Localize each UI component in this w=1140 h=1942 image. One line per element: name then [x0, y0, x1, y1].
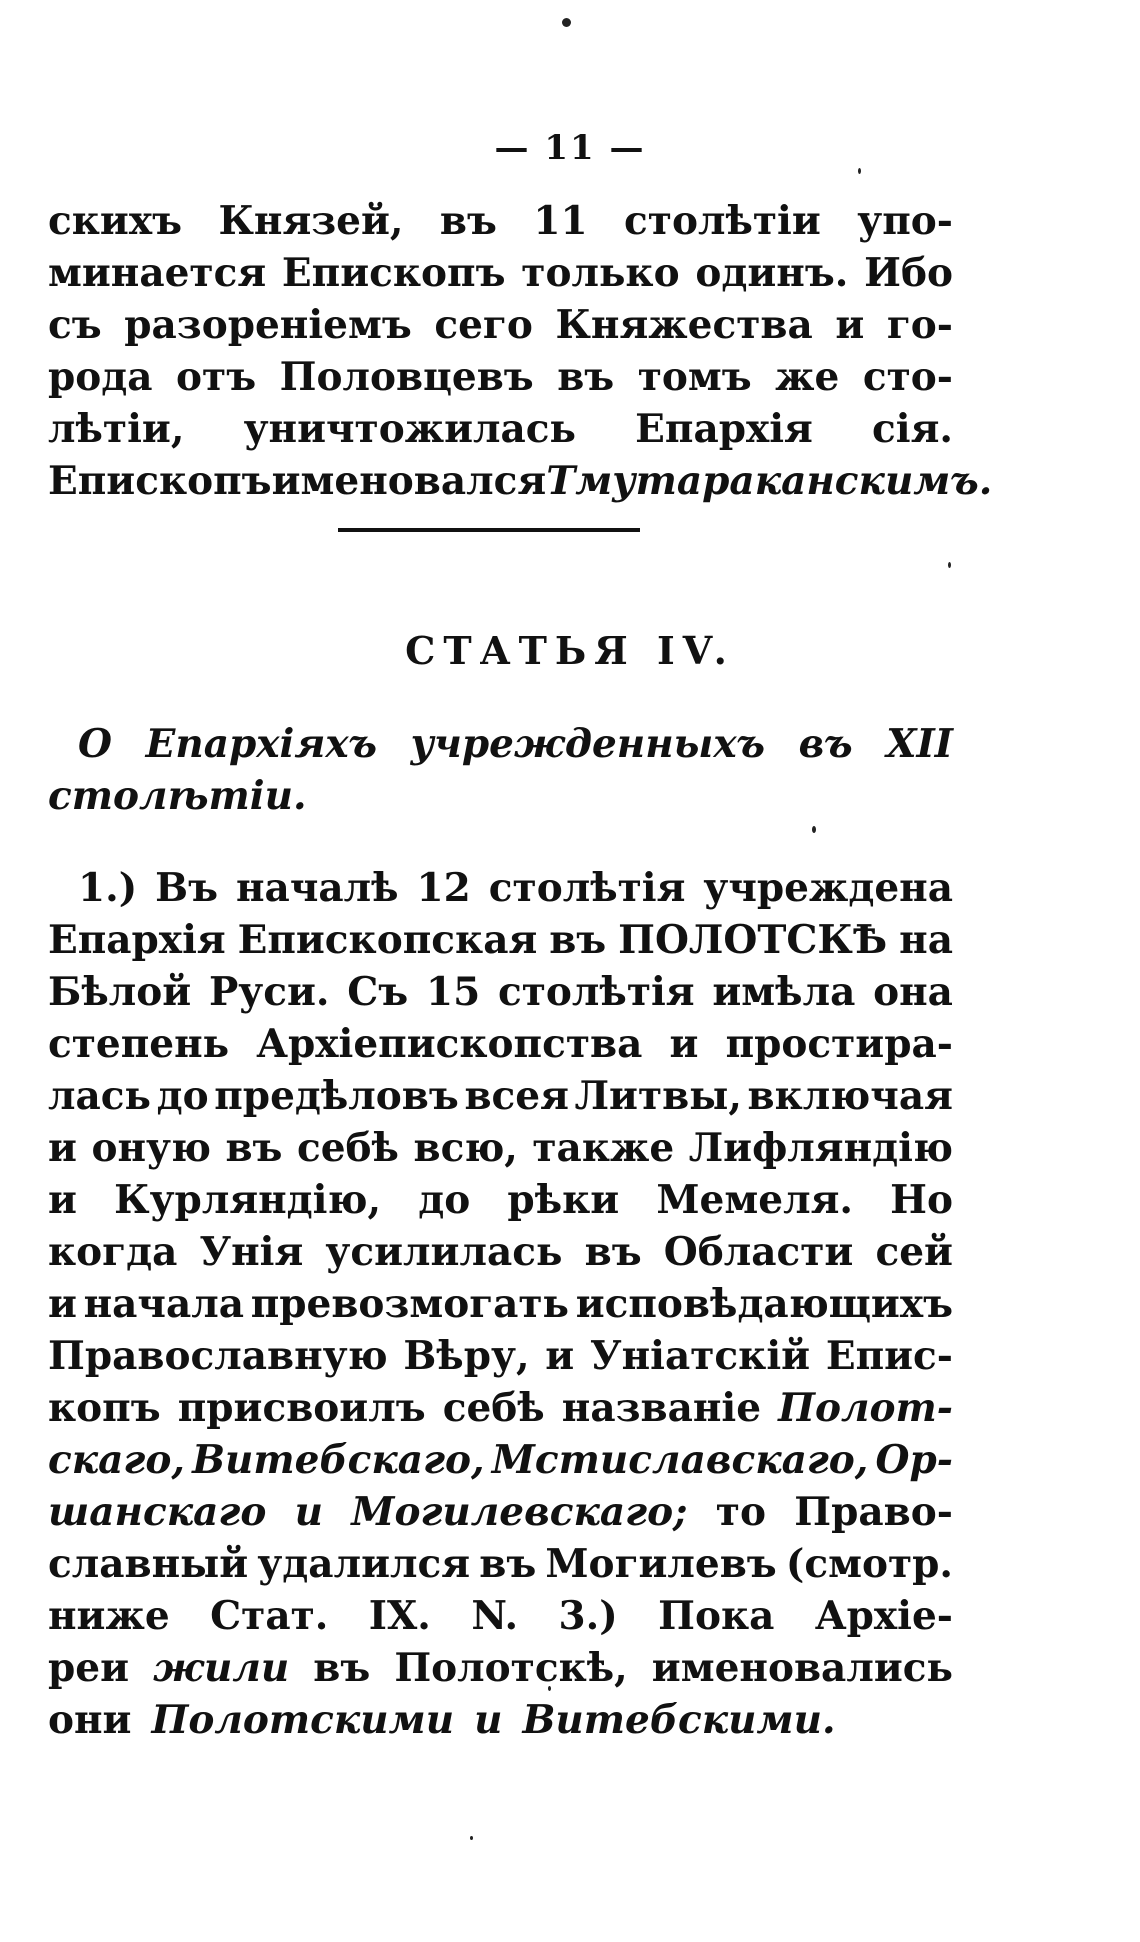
- subtitle-line: [48, 770, 953, 822]
- word: также: [532, 1125, 675, 1171]
- text-line: [48, 914, 953, 966]
- word: удалился: [257, 1541, 471, 1587]
- word: Вѣру,: [403, 1333, 530, 1379]
- italic-word: Витебскаго,: [192, 1437, 485, 1483]
- italic-word: Витебскими.: [522, 1697, 836, 1743]
- word: Половцевъ: [279, 354, 534, 400]
- word: сей: [875, 1229, 953, 1275]
- word: Право-: [794, 1489, 953, 1535]
- word: Епархіяхъ: [145, 721, 377, 767]
- text-line: [48, 1018, 953, 1070]
- word: Бѣлой: [48, 969, 192, 1015]
- word: Князей,: [218, 198, 404, 244]
- word: Архіе-: [814, 1593, 953, 1639]
- text-line: [48, 403, 953, 455]
- word: съ: [48, 302, 102, 348]
- ink-speck: [858, 168, 861, 174]
- word: въ: [557, 354, 615, 400]
- text-line: [48, 299, 953, 351]
- word: лась: [48, 1073, 151, 1119]
- word: рѣки: [507, 1177, 620, 1223]
- word: всю,: [413, 1125, 518, 1171]
- word: Епископъ: [48, 458, 272, 504]
- word: въ: [439, 198, 497, 244]
- word: Мемеля.: [656, 1177, 853, 1223]
- text-line: [48, 966, 953, 1018]
- word: Полотскѣ,: [394, 1645, 628, 1691]
- italic-word: Полот-: [778, 1385, 953, 1431]
- text-line: [48, 1590, 953, 1642]
- text-line: [48, 1070, 953, 1122]
- word: и: [835, 302, 865, 348]
- word: именовались: [651, 1645, 953, 1691]
- section-subtitle: [48, 718, 953, 822]
- word: всея: [464, 1073, 569, 1119]
- word: (смотр.: [785, 1541, 953, 1587]
- word: сія.: [872, 406, 953, 452]
- word: скихъ: [48, 198, 183, 244]
- word: Съ: [347, 969, 409, 1015]
- paragraph-article-1: [48, 862, 953, 1746]
- word: Епископъ: [281, 250, 506, 296]
- ink-speck: [812, 826, 816, 833]
- word: Епископская: [237, 917, 538, 963]
- text-line: [48, 1694, 953, 1746]
- text-line: [48, 1538, 953, 1590]
- text-line: [48, 247, 953, 299]
- word: только: [521, 250, 680, 296]
- word: въ: [584, 1229, 642, 1275]
- word: предѣловъ: [214, 1073, 459, 1119]
- word: въ: [549, 917, 607, 963]
- word: сто-: [862, 354, 953, 400]
- word: 12: [416, 865, 471, 911]
- word: Ибо: [864, 250, 953, 296]
- text-line: [48, 1122, 953, 1174]
- word: ниже: [48, 1593, 170, 1639]
- word: разореніемъ: [124, 302, 412, 348]
- item-number: 1.): [78, 865, 138, 911]
- word: Литвы,: [574, 1073, 742, 1119]
- word: уничтожилась: [243, 406, 577, 452]
- word: и: [48, 1281, 77, 1327]
- text-line: [48, 351, 953, 403]
- ink-speck: [948, 562, 951, 568]
- word: 3.): [558, 1593, 618, 1639]
- text-line: [48, 1382, 953, 1434]
- word: и: [669, 1021, 699, 1067]
- word: лѣтіи,: [48, 406, 185, 452]
- word: N.: [471, 1593, 519, 1639]
- word: она: [873, 969, 953, 1015]
- word: Унія: [199, 1229, 304, 1275]
- word: 11: [533, 198, 588, 244]
- word: и: [545, 1333, 575, 1379]
- word: Курляндію,: [114, 1177, 382, 1223]
- word: же: [775, 354, 840, 400]
- word: О: [78, 721, 112, 767]
- word: IX.: [368, 1593, 431, 1639]
- word: реи: [48, 1645, 130, 1691]
- word: Православную: [48, 1333, 388, 1379]
- word: включая: [747, 1073, 953, 1119]
- text-line: [48, 195, 953, 247]
- text-line: [48, 1434, 953, 1486]
- word: столѣтія: [497, 969, 695, 1015]
- word: 15: [425, 969, 481, 1015]
- text-line: [48, 1174, 953, 1226]
- word: Стат.: [210, 1593, 329, 1639]
- word: Архіепископства: [256, 1021, 643, 1067]
- word: въ: [479, 1541, 537, 1587]
- italic-word: Полотскими: [151, 1697, 455, 1743]
- word: оную: [91, 1125, 211, 1171]
- word: учреждена: [703, 865, 953, 911]
- word: Епис-: [825, 1333, 953, 1379]
- word: началѣ: [236, 865, 399, 911]
- word: томъ: [637, 354, 752, 400]
- word: Руси.: [208, 969, 330, 1015]
- word: ПОЛОТСКѢ: [618, 917, 888, 963]
- italic-word: шанскаго: [48, 1489, 267, 1535]
- word: го-: [886, 302, 953, 348]
- paragraph-continuation: [48, 195, 993, 507]
- text-line: [48, 1486, 953, 1538]
- italic-word: Тмутараканскимъ.: [546, 458, 993, 504]
- word: столѣтіи.: [48, 773, 307, 819]
- word: на: [899, 917, 953, 963]
- italic-word: Ор-: [875, 1437, 953, 1483]
- section-divider: [338, 528, 640, 532]
- word: Но: [890, 1177, 953, 1223]
- word: столѣтіи: [624, 198, 821, 244]
- word: XII: [886, 721, 953, 767]
- word: столѣтія: [488, 865, 686, 911]
- word: упо-: [857, 198, 953, 244]
- word: степень: [48, 1021, 230, 1067]
- word: Лифляндію: [688, 1125, 953, 1171]
- word: превозмогать: [250, 1281, 570, 1327]
- italic-word: и: [294, 1489, 323, 1535]
- word: Епархія: [635, 406, 813, 452]
- word: Могилевъ: [545, 1541, 777, 1587]
- ink-speck: [562, 18, 571, 27]
- ink-speck: [470, 1836, 473, 1840]
- word: учрежденныхъ: [410, 721, 765, 767]
- word: себѣ: [296, 1125, 399, 1171]
- word: въ: [313, 1645, 371, 1691]
- word: себѣ: [442, 1385, 545, 1431]
- word: рода: [48, 354, 153, 400]
- text-line: [48, 1226, 953, 1278]
- word: и: [48, 1177, 77, 1223]
- italic-word: Мстиславскаго,: [491, 1437, 869, 1483]
- word: они: [48, 1697, 132, 1743]
- word: Княжества: [555, 302, 813, 348]
- word: когда: [48, 1229, 178, 1275]
- page-number: — 11 —: [494, 128, 646, 168]
- italic-word: и: [474, 1697, 503, 1743]
- italic-word: Могилевскаго;: [351, 1489, 688, 1535]
- text-line: [48, 1330, 953, 1382]
- text-line: [48, 862, 953, 914]
- word: въ: [225, 1125, 283, 1171]
- word: исповѣдающихъ: [575, 1281, 953, 1327]
- text-line: [48, 455, 993, 507]
- section-heading: СТАТЬЯ IV.: [405, 628, 735, 673]
- word: Епархія: [48, 917, 226, 963]
- word: начала: [83, 1281, 245, 1327]
- word: Пока: [658, 1593, 775, 1639]
- italic-word: скаго,: [48, 1437, 185, 1483]
- word: Въ: [155, 865, 219, 911]
- word: то: [715, 1489, 766, 1535]
- word: въ: [798, 721, 853, 767]
- subtitle-line: [48, 718, 953, 770]
- word: именовался: [271, 458, 547, 504]
- word: до: [156, 1073, 209, 1119]
- word: усилилась: [325, 1229, 563, 1275]
- italic-word: жили: [153, 1645, 290, 1691]
- word: присвоилъ: [177, 1385, 426, 1431]
- word: Уніатскій: [589, 1333, 811, 1379]
- word: простира-: [725, 1021, 953, 1067]
- word: названіе: [561, 1385, 762, 1431]
- word: и: [48, 1125, 77, 1171]
- word: отъ: [176, 354, 257, 400]
- word: одинъ.: [695, 250, 849, 296]
- word: имѣла: [712, 969, 856, 1015]
- word: славный: [48, 1541, 249, 1587]
- word: минается: [48, 250, 267, 296]
- word: Области: [663, 1229, 854, 1275]
- word: копъ: [48, 1385, 161, 1431]
- text-line: [48, 1642, 953, 1694]
- text-line: [48, 1278, 953, 1330]
- word: до: [418, 1177, 471, 1223]
- word: сего: [434, 302, 533, 348]
